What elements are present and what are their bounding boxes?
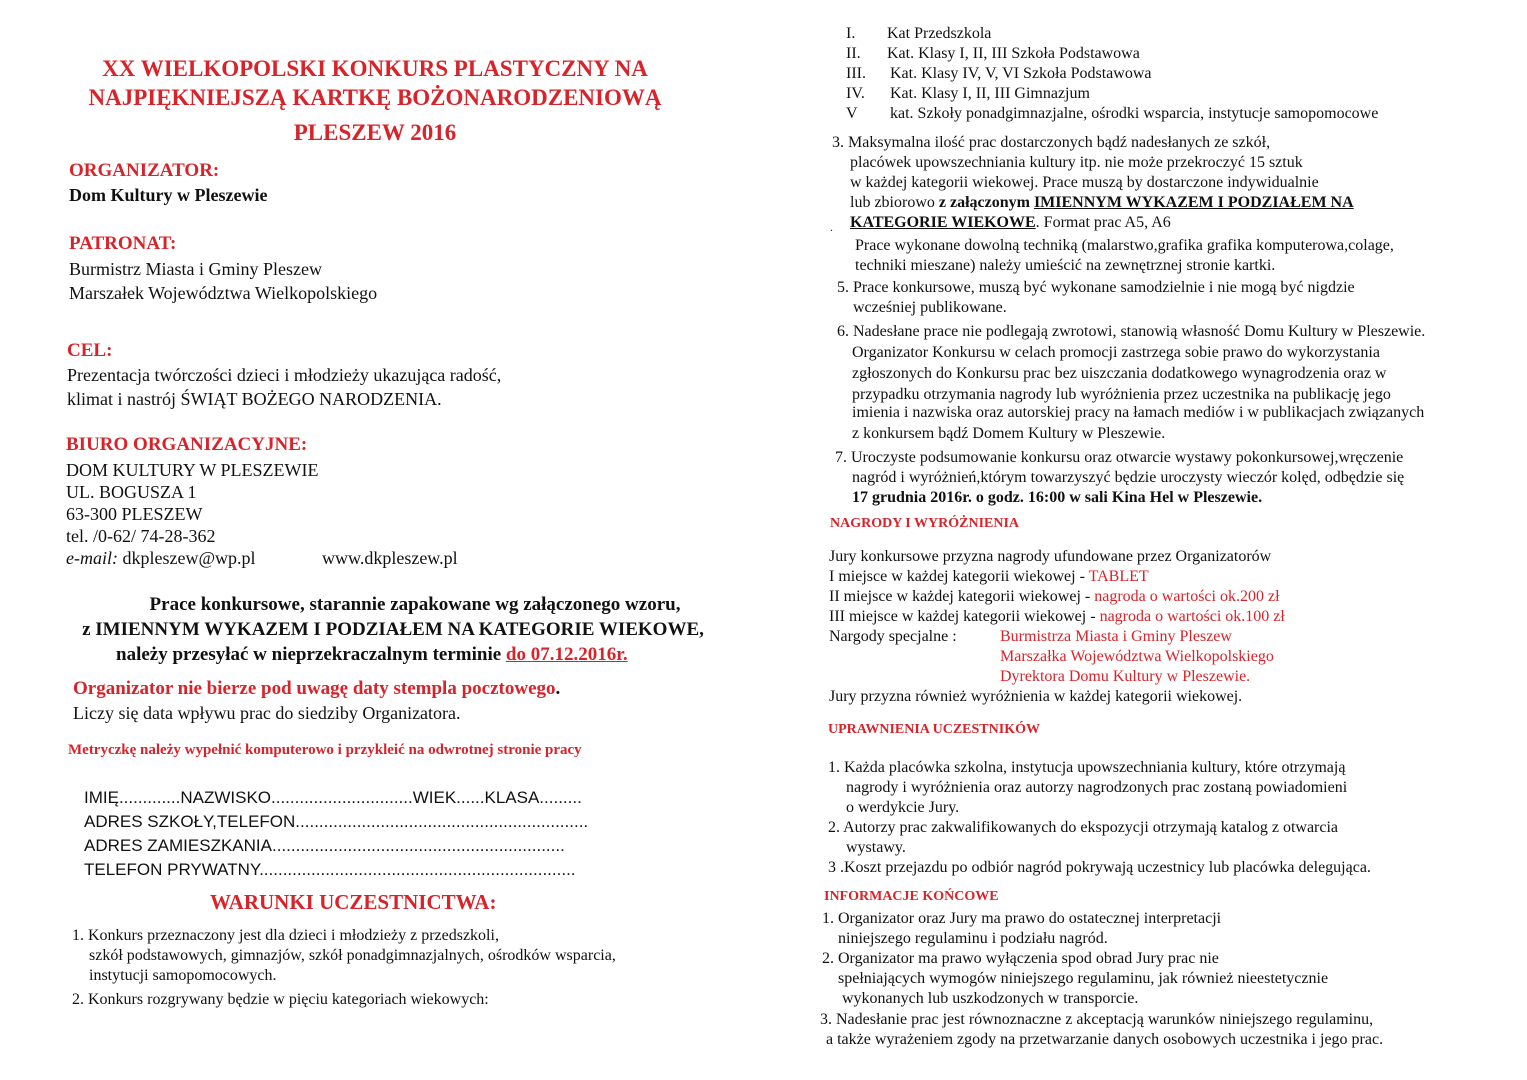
- send-line-3-prefix: należy przesyłać w nieprzekraczalnym terminie: [116, 644, 506, 665]
- p4-line-1: Prace wykonane dowolną techniką (malarstwo,grafika grafika komputerowa,colage,: [855, 237, 1394, 254]
- email-line: [66, 547, 256, 569]
- office-line-4: tel. /0-62/ 74-28-362: [66, 526, 216, 546]
- p6-line-6: z konkursem bądź Domem Kultury w Pleszewie.: [852, 425, 1166, 442]
- p6-line-3: zgłoszonych do Konkursu prac bez uiszczania dodatkowego wynagrodzenia oraz w: [852, 365, 1387, 382]
- title-line-2: NAJPIĘKNIEJSZĄ KARTKĘ BOŻONARODZENIOWĄ: [88, 85, 662, 110]
- send-line-3: [116, 644, 628, 666]
- p3-line-4-bold: z załączonym: [938, 194, 1034, 211]
- p5-line-2: wcześniej publikowane.: [853, 299, 1007, 316]
- award-2: [829, 588, 1280, 606]
- p4-marker: .: [830, 220, 833, 234]
- patron-line-2: Marszałek Województwa Wielkopolskiego: [69, 283, 378, 303]
- final-line-3: 2. Organizator ma prawo wyłączenia spod obrad Jury prac nie: [822, 950, 1219, 967]
- category-num-3: III.: [846, 65, 866, 82]
- title-line-3: PLESZEW 2016: [293, 120, 457, 145]
- patron-heading: PATRONAT:: [69, 233, 177, 254]
- final-heading: INFORMACJE KOŃCOWE: [824, 889, 999, 904]
- rights-line-2: nagrody i wyróżnienia oraz autorzy nagrodzonych prac zostaną powiadomieni: [846, 779, 1348, 796]
- category-text-1: Kat Przedszkola: [887, 25, 992, 42]
- p6-line-2: Organizator Konkursu w celach promocji zastrzega sobie prawo do wykorzystania: [852, 344, 1380, 361]
- postmark-dot: .: [555, 678, 561, 699]
- final-line-4: spełniających wymogów niniejszego regulaminu, jak również nieestetycznie: [838, 970, 1329, 987]
- awards-heading: NAGRODY I WYRÓŻNIENIA: [830, 516, 1020, 531]
- p3-line-1: 3. Maksymalna ilość prac dostarczonych bądź nadesłanych ze szkół,: [832, 134, 1271, 151]
- goal-line-1: Prezentacja twórczości dzieci i młodzieży ukazująca radość,: [67, 365, 502, 385]
- organizer-heading: ORGANIZATOR:: [69, 160, 220, 181]
- goal-heading: CEL:: [67, 340, 113, 361]
- email-value[interactable]: dkpleszew@wp.pl: [117, 548, 256, 568]
- p3-line-5-underline: KATEGORIE WIEKOWE: [850, 214, 1036, 231]
- award-3-prize: nagroda o wartości ok.100 zł: [1099, 608, 1285, 625]
- conditions-heading: WARUNKI UCZESTNICTWA:: [210, 890, 497, 914]
- final-line-6: 3. Nadesłanie prac jest równoznaczne z akceptacją warunków niniejszego regulaminu,: [820, 1011, 1374, 1028]
- award-3-prefix: III miejsce w każdej kategorii wiekowej -: [829, 608, 1100, 625]
- p6-line-1: 6. Nadesłane prace nie podlegają zwrotowi, stanowią własność Domu Kultury w Pleszewie.: [837, 323, 1426, 340]
- category-text-5: kat. Szkoły ponadgimnazjalne, ośrodki wsparcia, instytucje samopomocowe: [890, 105, 1379, 122]
- postmark-line-2: Liczy się data wpływu prac do siedziby Organizatora.: [73, 703, 461, 723]
- p7-line-1: 7. Uroczyste podsumowanie konkursu oraz otwarcie wystawy pokonkursowej,wręczenie: [835, 449, 1404, 466]
- final-line-5: wykonanych lub uszkodzonych w transporcie.: [842, 990, 1139, 1007]
- p3-line-4-prefix: lub zbiorowo: [850, 194, 939, 211]
- category-text-4: Kat. Klasy I, II, III Gimnazjum: [890, 85, 1090, 102]
- cond2-line: 2. Konkurs rozgrywany będzie w pięciu kategoriach wiekowych:: [72, 991, 489, 1008]
- title-line-1: XX WIELKOPOLSKI KONKURS PLASTYCZNY NA: [102, 56, 648, 81]
- p6-line-5: imienia i nazwiska oraz autorskiej pracy na łamach mediów i w publikacjach związanych: [852, 404, 1425, 421]
- form-line-phone: TELEFON PRYWATNY...................................................................: [84, 860, 576, 879]
- p7-line-3-bold: 17 grudnia 2016r. o godz. 16:00 w sali Kina Hel w Pleszewie.: [852, 489, 1263, 506]
- office-heading: BIURO ORGANIZACYJNE:: [66, 434, 308, 455]
- award-1: [829, 568, 1149, 586]
- p6-line-4: przypadku otrzymania nagrody lub wyróżnienia przez uczestnika na publikację jego: [852, 386, 1391, 403]
- postmark-red: Organizator nie bierze pod uwagę daty stempla pocztowego: [73, 678, 556, 699]
- final-line-2: niniejszego regulaminu i podziału nagród.: [838, 930, 1108, 947]
- special-line-3: Dyrektora Domu Kultury w Pleszewie.: [1000, 668, 1251, 685]
- p3-line-3: w każdej kategorii wiekowej. Prace muszą by dostarczone indywidualnie: [850, 174, 1319, 191]
- category-text-2: Kat. Klasy I, II, III Szkoła Podstawowa: [887, 45, 1140, 62]
- rights-line-5: wystawy.: [846, 839, 906, 856]
- p3-line-2: placówek upowszechniania kultury itp. nie może przekroczyć 15 sztuk: [850, 154, 1303, 171]
- office-line-1: DOM KULTURY W PLESZEWIE: [66, 460, 319, 480]
- category-num-5: V: [846, 105, 858, 122]
- special-line-1: Burmistrza Miasta i Gminy Pleszew: [1000, 628, 1232, 645]
- p3-line-5-rest: . Format prac A5, A6: [1035, 214, 1171, 231]
- postmark-line-1: [73, 678, 560, 700]
- email-label: e-mail:: [66, 548, 118, 568]
- award-2-prefix: II miejsce w każdej kategorii wiekowej -: [829, 588, 1095, 605]
- category-num-4: IV.: [846, 85, 865, 102]
- rights-line-4: 2. Autorzy prac zakwalifikowanych do ekspozycji otrzymają katalog z otwarcia: [828, 819, 1339, 836]
- final-line-1: 1. Organizator oraz Jury ma prawo do ostatecznej interpretacji: [822, 910, 1222, 927]
- special-line-2: Marszałka Województwa Wielkopolskiego: [1000, 648, 1274, 665]
- send-line-1: Prace konkursowe, starannie zapakowane wg załączonego wzoru,: [149, 594, 681, 615]
- p4-line-2: techniki mieszane) należy umieścić na zewnętrznej stronie kartki.: [855, 257, 1276, 274]
- award-3: [829, 608, 1285, 626]
- cond1-line-3: instytucji samopomocowych.: [89, 967, 277, 984]
- send-line-2: z IMIENNYM WYKAZEM I PODZIAŁEM NA KATEGORIE WIEKOWE,: [82, 619, 704, 640]
- p3-line-5: [850, 214, 1171, 232]
- rights-heading: UPRAWNIENIA UCZESTNIKÓW: [828, 722, 1040, 737]
- website[interactable]: www.dkpleszew.pl: [322, 548, 458, 568]
- form-line-name: IMIĘ.............NAZWISKO..............................WIEK......KLASA.........: [84, 788, 582, 807]
- patron-line-1: Burmistrz Miasta i Gminy Pleszew: [69, 259, 322, 279]
- goal-line-2: klimat i nastrój ŚWIĄT BOŻEGO NARODZENIA.: [67, 389, 442, 409]
- p7-line-2: nagród i wyróżnień,którym towarzyszyć będzie uroczysty wieczór kolęd, odbędzie się: [852, 469, 1405, 486]
- rights-line-3: o werdykcie Jury.: [846, 799, 960, 816]
- category-num-2: II.: [846, 45, 861, 62]
- form-line-address: ADRES ZAMIESZKANIA..............................................................: [84, 836, 565, 855]
- p3-line-4: [850, 194, 1354, 212]
- p3-line-4-underline: IMIENNYM WYKAZEM I PODZIAŁEM NA: [1033, 194, 1354, 211]
- awards-outro: Jury przyzna również wyróżnienia w każdej kategorii wiekowej.: [829, 688, 1243, 705]
- send-deadline: do 07.12.2016r.: [505, 644, 628, 665]
- category-num-1: I.: [846, 25, 856, 42]
- cond1-line-2: szkół podstawowych, gimnazjów, szkół ponadgimnazjalnych, ośrodków wsparcia,: [89, 947, 616, 964]
- special-label: Nargody specjalne :: [829, 628, 957, 645]
- award-1-prefix: I miejsce w każdej kategorii wiekowej -: [829, 568, 1089, 585]
- office-line-3: 63-300 PLESZEW: [66, 504, 203, 524]
- rights-line-1: 1. Każda placówka szkolna, instytucja upowszechniania kultury, które otrzymają: [828, 759, 1346, 776]
- award-2-prize: nagroda o wartości ok.200 zł: [1094, 588, 1280, 605]
- category-text-3: Kat. Klasy IV, V, VI Szkoła Podstawowa: [890, 65, 1152, 82]
- form-line-school: ADRES SZKOŁY,TELEFON..............................................................: [84, 812, 589, 831]
- metric-note: Metryczkę należy wypełnić komputerowo i przykleić na odwrotnej stronie pracy: [68, 742, 582, 758]
- office-line-2: UL. BOGUSZA 1: [66, 482, 197, 502]
- award-1-prize: TABLET: [1088, 568, 1149, 585]
- cond1-line-1: 1. Konkurs przeznaczony jest dla dzieci i młodzieży z przedszkoli,: [72, 927, 499, 944]
- awards-intro: Jury konkursowe przyzna nagrody ufundowane przez Organizatorów: [829, 548, 1272, 565]
- final-line-7: a także wyrażeniem zgody na przetwarzanie danych osobowych uczestnika i jego prac.: [826, 1031, 1384, 1048]
- rights-line-6: 3 .Koszt przejazdu po odbiór nagród pokrywają uczestnicy lub placówka delegująca.: [828, 859, 1371, 876]
- p5-line-1: 5. Prace konkursowe, muszą być wykonane samodzielnie i nie mogą być nigdzie: [837, 279, 1355, 296]
- organizer-text: Dom Kultury w Pleszewie: [69, 185, 268, 205]
